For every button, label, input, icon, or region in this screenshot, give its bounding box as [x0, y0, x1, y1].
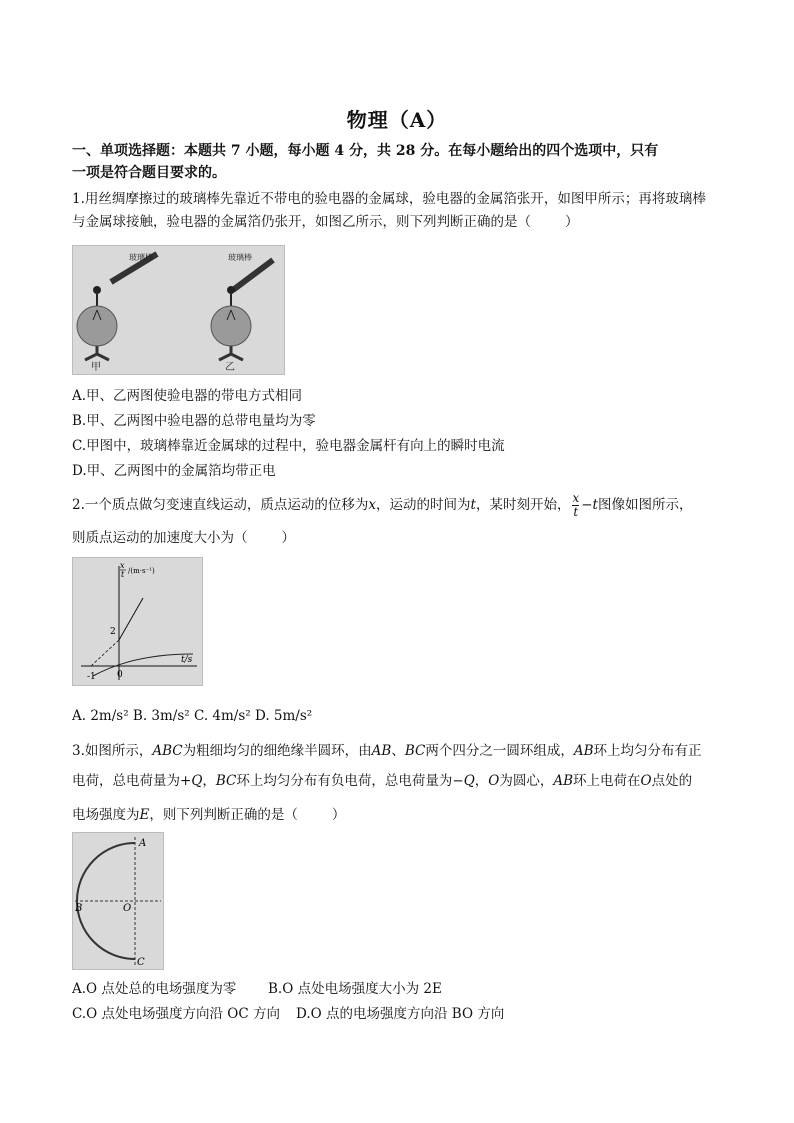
metal-ball-b	[227, 286, 235, 294]
q2-figure	[72, 557, 203, 686]
q2-stem-text: 则质点运动的加速度大小为（	[72, 530, 248, 546]
q1-paren-close: ）	[565, 214, 579, 230]
q3-text: 环上均匀分布有负电荷，总电荷量为−	[236, 773, 464, 789]
y-unit: /(m·s⁻¹)	[128, 567, 155, 575]
electroscope-diagram	[73, 246, 284, 374]
q3-text: ，	[474, 773, 489, 789]
q3-text: 点处的	[651, 773, 693, 789]
q2-stem-line1	[72, 490, 727, 520]
q3-q: Q	[463, 773, 475, 789]
q3-option-d: D.O 点的电场强度方向沿 BO 方向	[296, 1006, 505, 1022]
stand-a	[85, 346, 109, 360]
q1-option-c: C.甲图中，玻璃棒靠近金属球的过程中，验电器金属杆有向上的瞬时电流	[72, 438, 505, 454]
q3-stem-line3	[72, 805, 727, 825]
xt-t-graph	[73, 558, 202, 685]
q3-stem-line1	[72, 741, 727, 761]
x-label: t/s	[181, 655, 193, 665]
q3-text: 为粗细均匀的细绝缘半圆环，由	[182, 743, 372, 759]
q3-option-a: A.O 点处总的电场强度为零	[72, 981, 237, 997]
fig-label-a: 甲	[91, 362, 101, 373]
q2-frac-den: t	[573, 505, 579, 519]
q3-bc: BC	[404, 743, 426, 759]
fig-label-b: 乙	[225, 362, 235, 373]
q3-ab: AB	[553, 773, 574, 789]
q2-frac-num: x	[572, 491, 580, 505]
q2-options: A. 2m/s² B. 3m/s² C. 4m/s² D. 5m/s²	[72, 708, 313, 724]
point-a-label: A	[139, 838, 147, 849]
q3-o: O	[488, 773, 500, 789]
q1-option-b: B.甲、乙两图中验电器的总带电量均为零	[72, 413, 316, 429]
y-label-num: x	[120, 561, 125, 570]
q3-ab: AB	[371, 743, 392, 759]
q2-text-a: 2.一个质点做匀变速直线运动，质点运动的位移为	[72, 497, 369, 513]
q2-text-b: ，运动的时间为	[376, 497, 471, 513]
q3-e: E	[139, 807, 150, 823]
q3-q: Q	[191, 773, 203, 789]
background-curve	[93, 654, 193, 676]
tick-minus-1: -1	[87, 672, 96, 682]
electroscope-body-b	[211, 306, 251, 346]
q2-fraction	[572, 492, 579, 519]
q3-text: 环上均匀分布有正	[593, 743, 702, 759]
q1-figure	[72, 245, 285, 375]
q3-stem-line2	[72, 771, 727, 791]
stand-b	[219, 346, 243, 360]
q3-ab: AB	[573, 743, 594, 759]
section-heading-line2: 一项是符合题目要求的。	[72, 165, 226, 181]
q2-text-e: 图像如图所示，	[597, 497, 693, 513]
rod-label-b: 玻璃棒	[228, 253, 252, 262]
q3-text: ，	[202, 773, 216, 789]
page-title: 物理（A）	[346, 108, 448, 132]
q3-text: 电荷，总电荷量为+	[72, 773, 192, 789]
q3-option-b: B.O 点处电场强度大小为 2E	[268, 981, 442, 997]
q3-o: O	[640, 773, 652, 789]
y-label-den: t	[121, 570, 125, 579]
point-o-label: O	[123, 903, 132, 914]
glass-rod-b	[233, 260, 273, 290]
q3-option-c: C.O 点处电场强度方向沿 OC 方向	[72, 1006, 280, 1022]
q3-sep: 、	[391, 743, 405, 759]
q1-option-a: A.甲、乙两图使验电器的带电方式相同	[72, 388, 303, 404]
q3-paren-close: ）	[331, 807, 346, 823]
point-b-label: B	[75, 903, 83, 914]
q2-stem-line2	[72, 528, 727, 548]
q2-minus: −	[581, 497, 593, 513]
tick-2: 2	[110, 627, 116, 637]
graph-line	[119, 598, 143, 640]
point-c-label: C	[137, 957, 145, 968]
q3-bc: BC	[215, 773, 237, 789]
q2-text-c: ，某时刻开始，	[475, 497, 571, 513]
q3-text: 电场强度为	[72, 807, 140, 823]
q1-stem-text: 与金属球接触，验电器的金属箔仍张开，如图乙所示，则下列判断正确的是（	[72, 214, 531, 230]
q2-paren-close: ）	[281, 530, 295, 546]
electroscope-body-a	[77, 306, 117, 346]
section-heading-line1: 一、单项选择题：本题共 7 小题，每小题 4 分，共 28 分。在每小题给出的四个选项中，只有	[72, 143, 659, 159]
q1-stem-line2	[72, 212, 727, 232]
graph-extension	[91, 640, 119, 666]
q3-abc: ABC	[152, 743, 183, 759]
q3-text: 为圆心，	[499, 773, 554, 789]
q1-stem-line1: 1.用丝绸摩擦过的玻璃棒先靠近不带电的验电器的金属球，验电器的金属箔张开，如图甲所示；再将玻璃棒	[72, 191, 706, 207]
rod-label-a: 玻璃棒	[129, 253, 153, 262]
q3-figure	[72, 832, 164, 970]
q2-var-t2: t	[592, 497, 598, 513]
semicircle-ring-diagram	[73, 833, 163, 969]
q3-text: ，则下列判断正确的是（	[149, 807, 298, 823]
q3-text: 环上电荷在	[573, 773, 641, 789]
q1-option-d: D.甲、乙两图中的金属箔均带正电	[72, 463, 276, 479]
q2-var-x: x	[368, 497, 377, 513]
q2-var-t: t	[470, 497, 476, 513]
tick-0: 0	[117, 670, 123, 680]
q3-text: 3.如图所示，	[72, 743, 153, 759]
metal-ball-a	[93, 286, 101, 294]
q3-text: 两个四分之一圆环组成，	[425, 743, 574, 759]
